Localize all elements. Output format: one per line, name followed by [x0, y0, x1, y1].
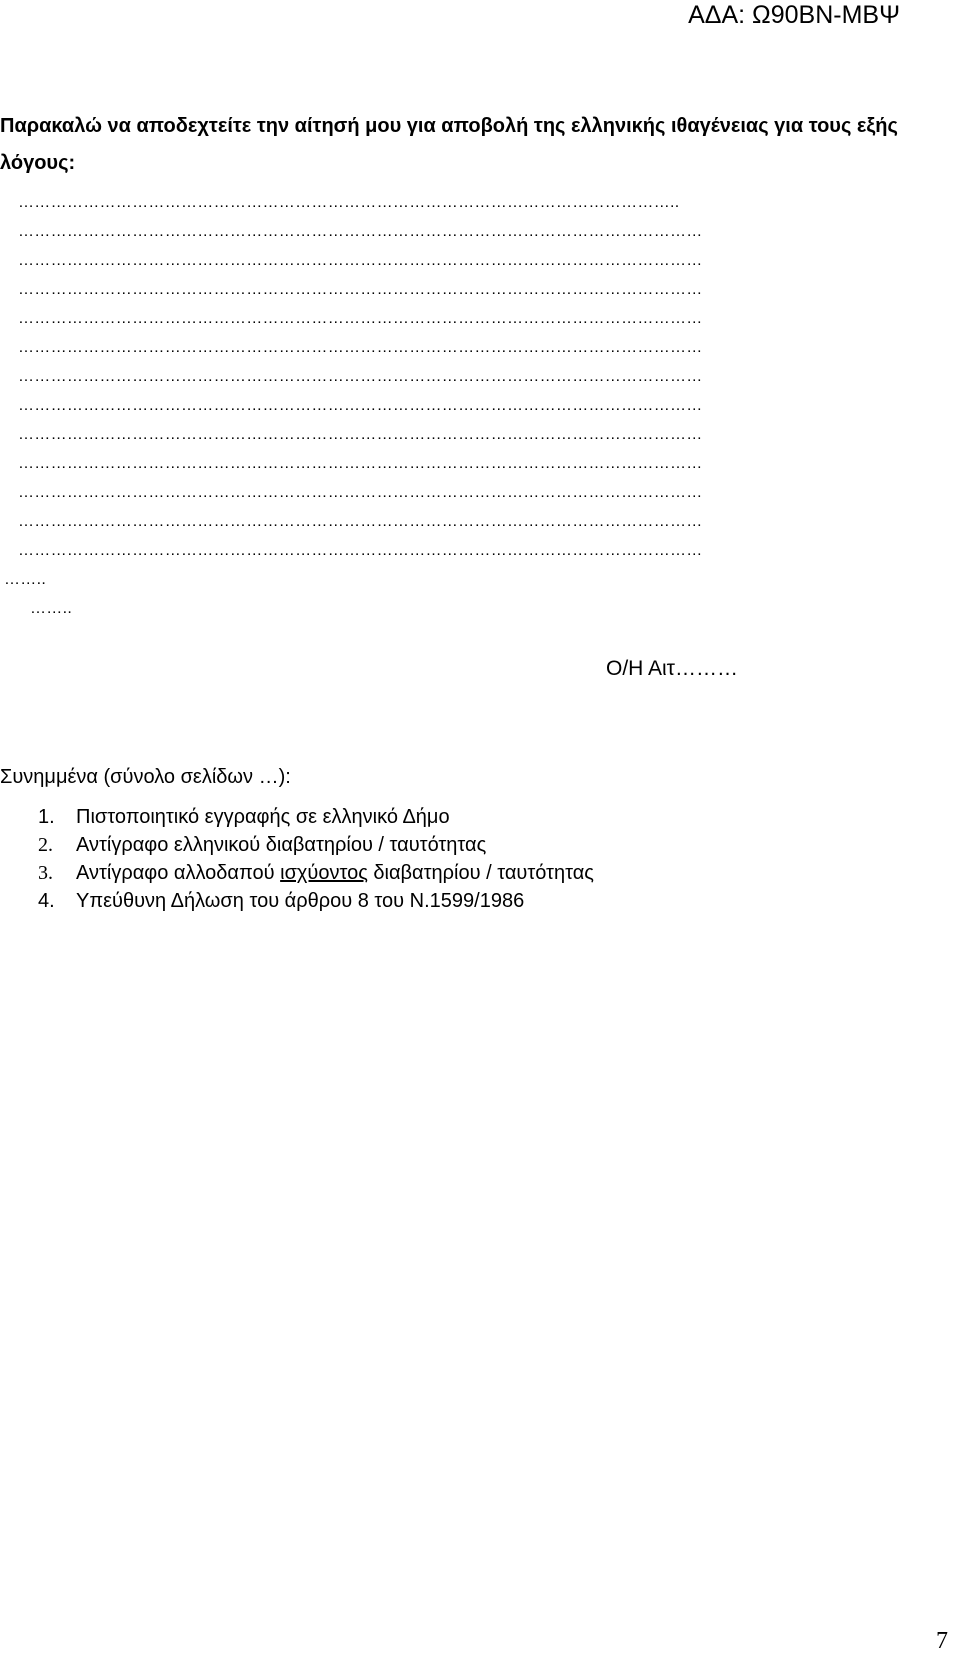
- intro-paragraph: Παρακαλώ να αποδεχτείτε την αίτησή μου για αποβολή της ελληνικής ιθαγένειας για τους εξής λόγους:: [0, 115, 898, 174]
- attachment-text-post: διαβατηρίου / ταυτότητας: [367, 862, 594, 884]
- attachment-item: [38, 804, 450, 830]
- attachment-item: [38, 860, 594, 886]
- attachment-number: 4.: [38, 890, 55, 912]
- dotted-line: ………………………………………………………………………………………………………………: [18, 223, 703, 240]
- dotted-line: ………………………………………………………………………………………………………………: [18, 513, 703, 530]
- dotted-line: ………………………………………………………………………………………………………………: [18, 484, 703, 501]
- dotted-line: ……..: [30, 600, 73, 617]
- dotted-line: ………………………………………………………………………………………………………………: [18, 542, 703, 559]
- dotted-line: ………………………………………………………………………………………………………………: [18, 281, 703, 298]
- attachments-label: Συνημμένα (σύνολο σελίδων …):: [0, 766, 291, 788]
- ada-code: ΑΔΑ: Ω90ΒΝ-ΜΒΨ: [688, 1, 900, 29]
- attachment-text-pre: Αντίγραφο αλλοδαπού: [76, 862, 281, 884]
- dotted-line: ………………………………………………………………………………………………………………: [18, 455, 703, 472]
- attachment-text-underlined: ισχύοντος: [280, 862, 368, 884]
- dotted-line: ………………………………………………………………………………………………………………: [18, 397, 703, 414]
- dotted-line: ……..: [4, 571, 47, 588]
- attachment-text: Υπεύθυνη Δήλωση του άρθρου 8 του Ν.1599/1986: [76, 890, 525, 912]
- dotted-line: ………………………………………………………………………………………………………………: [18, 368, 703, 385]
- dotted-line: …………………………………………………………………………………………………………..: [18, 194, 680, 211]
- attachment-text: Πιστοποιητικό εγγραφής σε ελληνικό Δήμο: [76, 806, 450, 828]
- attachment-number: 1.: [38, 806, 55, 828]
- dotted-line: ………………………………………………………………………………………………………………: [18, 252, 703, 269]
- attachment-number: 3.: [38, 862, 53, 884]
- dotted-line: ………………………………………………………………………………………………………………: [18, 310, 703, 327]
- dotted-line: ………………………………………………………………………………………………………………: [18, 426, 703, 443]
- dotted-line: ………………………………………………………………………………………………………………: [18, 339, 703, 356]
- signature-label: Ο/Η Αιτ………: [606, 657, 738, 680]
- attachment-item: [38, 832, 486, 858]
- page-number: 7: [936, 1628, 948, 1654]
- attachment-text: Αντίγραφο ελληνικού διαβατηρίου / ταυτότητας: [76, 834, 487, 856]
- attachment-number: 2.: [38, 834, 53, 856]
- attachment-item: [38, 888, 524, 914]
